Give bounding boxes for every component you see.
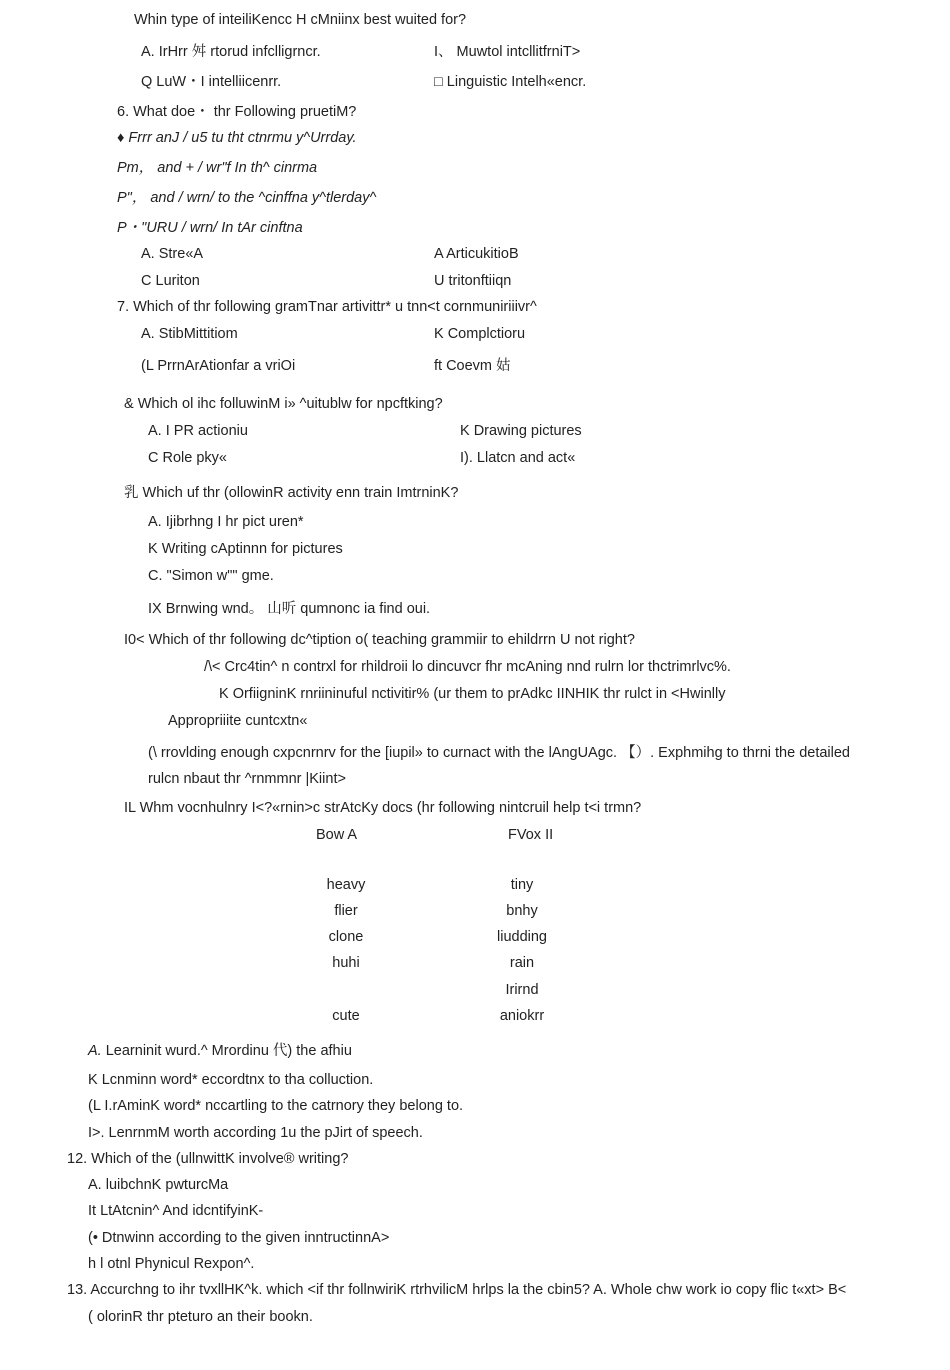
box-b-word: bnhy [506, 903, 538, 919]
box-a-word: huhi [332, 955, 360, 971]
q12-option-d: h l otnl Phynicul Rexpon^. [88, 1256, 255, 1272]
q11-option-d: I>. LenrnmM worth according 1u the pJirt of speech. [88, 1125, 423, 1141]
q11-option-a-text: Learninit wurd.^ Mrordinu 代) the afhiu [105, 1043, 352, 1059]
q6-option-a: A. Stre«A [141, 246, 204, 262]
box-b-word: tiny [510, 877, 534, 893]
q7-option-b: K Complctioru [434, 326, 526, 342]
q6-option-c: C Luriton [141, 273, 200, 289]
q5-option-a: A. IrHrr 舛 rtorud infclligrncr. [141, 44, 321, 60]
box-b-word: rain [509, 955, 535, 971]
box-a-word: clone [328, 929, 364, 945]
q6-dialogue-line: Pm， and + / wr"f In th^ cinrma [117, 160, 318, 176]
q6-dialogue-line: P"， and / wrn/ to the ^cinffna y^tlerday^ [117, 190, 377, 206]
q11-stem: IL Whm vocnhulnry I<?«rnin>c strAtcKy docs (hr following nintcruil help t<i trmn? [124, 800, 642, 816]
q5-option-d: □ Linguistic Intelh«encr. [434, 74, 587, 90]
q6-dialogue-line: P・"URU / wrn/ In tAr cinftna [117, 220, 303, 236]
q7-option-d: ft Coevm 姑 [434, 358, 511, 374]
q9-option-c: C. "Simon w"" gme. [148, 568, 274, 584]
q9-stem: 乳 Which uf thr (ollowinR activity enn train ImtrninK? [124, 485, 459, 501]
q12-option-c: (• Dtnwinn according to the given inntructinnA> [88, 1230, 390, 1246]
q5-option-b: I、 Muwtol intcllitfrniT> [434, 44, 581, 60]
q12-stem: 12. Which of the (ullnwittK involve® writing? [67, 1151, 349, 1167]
q11-option-a [88, 1042, 352, 1060]
q11-option-a-label: A. [88, 1043, 102, 1059]
box-a-word: cute [332, 1008, 360, 1024]
q8-option-c: C Role pky« [148, 450, 227, 466]
q10-option-c: (\ rrovlding enough cxpcnrnrv for the [iupil» to curnact with the lAngUAgc. 【）. Exphmihg to thrni the detailed [148, 745, 850, 761]
q7-option-a: A. StibMittitiom [141, 326, 238, 342]
box-a-word: heavy [326, 877, 366, 893]
q5-option-c: Q LuW・I intelliicenrr. [141, 74, 282, 90]
box-b-header: FVox II [508, 827, 554, 843]
q10-option-c-continued: rulcn nbaut thr ^rnmmnr |Kiint> [148, 771, 346, 787]
box-b-word: Irirnd [505, 982, 539, 998]
q9-option-d: IX Brnwing wnd。 山听 qumnonc ia find oui. [148, 601, 431, 617]
q7-stem: 7. Which of thr following gramTnar artivittr* u tnn<t cornmuniriiivr^ [117, 299, 537, 315]
box-a-header: Bow A [316, 827, 358, 843]
q7-option-c: (L PrrnArAtionfar a vriOi [141, 358, 296, 374]
q10-stem: I0< Which of thr following dc^tiption o( teaching grammiir to ehildrrn U not right? [124, 632, 635, 648]
q6-option-b: A ArticukitioB [434, 246, 519, 262]
q10-option-a: /\< Crc4tin^ n contrxl for rhildroii lo dincuvcr fhr mcAning nnd rulrn lor thctrimrlvc%. [204, 659, 731, 675]
box-a-word: flier [334, 903, 358, 919]
q5-stem: Whin type of inteiliKencc H cMniinx best wuited for? [134, 12, 467, 28]
q8-option-a: A. I PR actioniu [148, 423, 248, 439]
q11-option-c: (L I.rAminK word* nccartling to the catrnory they belong to. [88, 1098, 464, 1114]
q12-option-a: A. luibchnK pwturcMa [88, 1177, 229, 1193]
q10-option-b-continued: Appropriiite cuntcxtn« [168, 713, 308, 729]
q9-option-b: K Writing cAptinnn for pictures [148, 541, 343, 557]
q6-dialogue-line: ♦ Frrr anJ / u5 tu tht ctnrmu y^Urrday. [117, 130, 357, 146]
q13-stem-continued: ( olorinR thr pteturo an their bookn. [88, 1309, 313, 1325]
box-b-word: liudding [497, 929, 547, 945]
q11-option-b: K Lcnminn word* eccordtnx to tha colluction. [88, 1072, 374, 1088]
q6-option-d: U tritonftiiqn [434, 273, 512, 289]
q8-option-b: K Drawing pictures [460, 423, 582, 439]
q10-option-b: K OrfiigninK rnriininuful nctivitir% (ur them to prAdkc IINHIK thr rulct in <Hwinlly [219, 686, 726, 702]
q8-option-d: I). Llatcn and act« [460, 450, 576, 466]
q13-stem: 13. Accurchng to ihr tvxllHK^k. which <if thr follnwiriK rtrhvilicM hrlps la the cbin5? A. Whole chw work io copy flic t«xt> B< [67, 1282, 847, 1298]
q6-stem: 6. What doe・ thr Following pruetiM? [117, 104, 357, 120]
q9-option-a: A. Ijibrhng I hr pict uren* [148, 514, 304, 530]
q8-stem: & Which ol ihc folluwinM i» ^uitublw for npcftking? [124, 396, 443, 412]
box-b-word: aniokrr [499, 1008, 545, 1024]
q12-option-b: It LtAtcnin^ And idcntifyinK- [88, 1203, 264, 1219]
